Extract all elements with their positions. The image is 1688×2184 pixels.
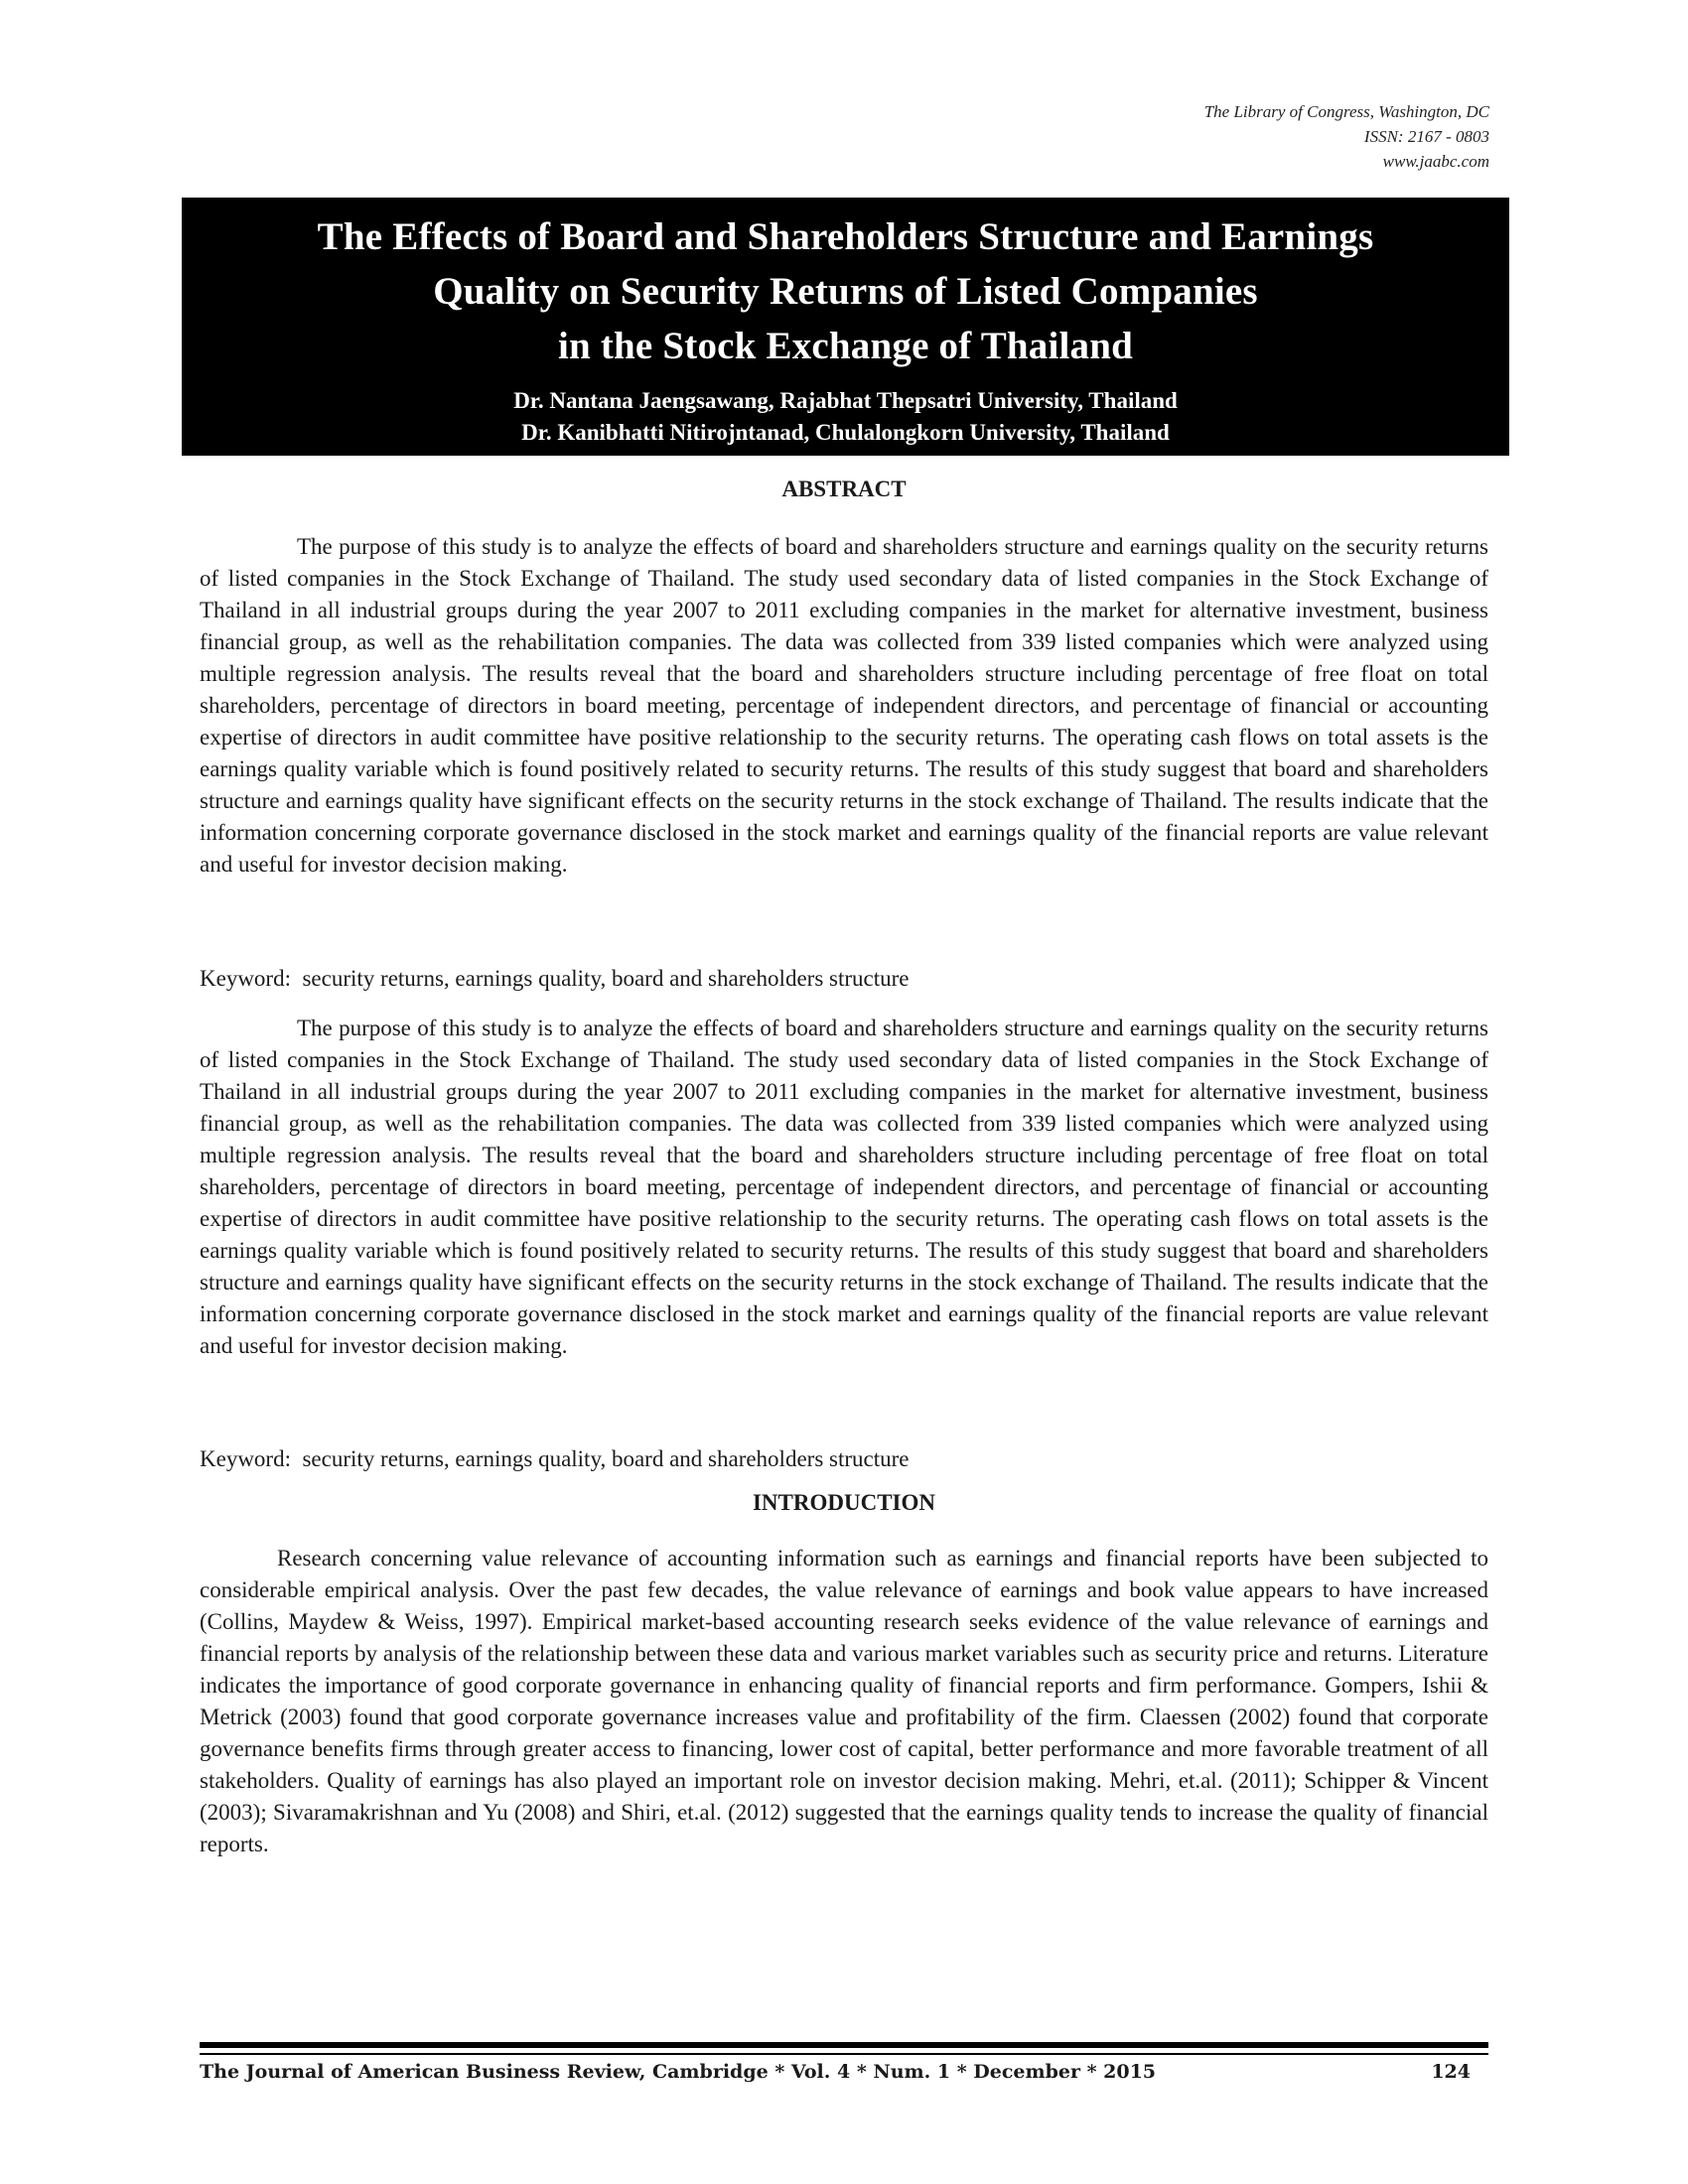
abstract-paragraph-repeat: The purpose of this study is to analyze the effects of board and shareholders structure and earnings quality on the security returns of listed companies in the Stock Exchange of Thailand. The study used secondary data of listed companies in the Stock Exchange of Thailand in all industrial groups during the year 2007 to 2011 excluding companies in the market for alternative investment, business financial group, as well as the rehabilitation companies. The data was collected from 339 listed companies which were analyzed using multiple regression analysis. The results reveal that the board and shareholders structure including percentage of free float on total shareholders, percentage of directors in board meeting, percentage of independent directors, and percentage of financial or accounting expertise of directors in audit committee have positive relationship to the security returns. The operating cash flows on total assets is the earnings quality variable which is found positively related to security returns. The results of this study suggest that board and shareholders structure and earnings quality have significant effects on the security returns in the stock exchange of Thailand. The results indicate that the information concerning corporate governance disclosed in the stock market and earnings quality of the financial reports are value relevant and useful for investor decision making. bbox=[200, 1016, 1488, 1358]
keyword-wrap bbox=[200, 963, 1488, 995]
title-block bbox=[182, 198, 1509, 456]
paper-title bbox=[241, 209, 1450, 373]
introduction-section bbox=[200, 1543, 1488, 1860]
author-line: Dr. Kanibhatti Nitirojntanad, Chulalongkorn University, Thailand bbox=[521, 420, 1170, 445]
author-line: Dr. Nantana Jaengsawang, Rajabhat Thepsatri University, Thailand bbox=[513, 388, 1178, 413]
header-line-issn: ISSN: 2167 - 0803 bbox=[1363, 127, 1489, 146]
title-line: The Effects of Board and Shareholders Structure and Earnings bbox=[317, 215, 1374, 258]
author-list bbox=[182, 385, 1509, 449]
keyword-line-repeat: Keyword: security returns, earnings quality, board and shareholders structure bbox=[200, 1446, 910, 1471]
keyword-line: Keyword: security returns, earnings quality, board and shareholders structure bbox=[200, 966, 910, 991]
abstract-heading: ABSTRACT bbox=[781, 477, 907, 501]
introduction-paragraph: Research concerning value relevance of accounting information such as earnings and financial reports have been subjected to considerable empirical analysis. Over the past few decades, the value relevance of earnings and book value appears to have increased (Collins, Maydew & Weiss, 1997). Empirical market-based accounting research seeks evidence of the value relevance of earnings and financial reports by analysis of the relationship between these data and various market variables such as security price and returns. Literature indicates the importance of good corporate governance in enhancing quality of financial reports and firm performance. Gompers, Ishii & Metrick (2003) found that good corporate governance increases value and profitability of the firm. Claessen (2002) found that corporate governance benefits firms through greater access to financing, lower cost of capital, better performance and more favorable treatment of all stakeholders. Quality of earnings has also played an important role on investor decision making. Mehri, et.al. (2011); Schipper & Vincent (2003); Sivaramakrishnan and Yu (2008) and Shiri, et.al. (2012) suggested that the earnings quality tends to increase the quality of financial reports. bbox=[200, 1546, 1488, 1856]
journal-header-info bbox=[1204, 99, 1489, 174]
page-number: 124 bbox=[1431, 2061, 1471, 2083]
title-line: in the Stock Exchange of Thailand bbox=[557, 325, 1134, 367]
header-line-library: The Library of Congress, Washington, DC bbox=[1203, 102, 1489, 121]
footer-rule bbox=[200, 2053, 1488, 2055]
title-line: Quality on Security Returns of Listed Companies bbox=[433, 270, 1258, 313]
introduction-heading: INTRODUCTION bbox=[752, 1490, 936, 1515]
abstract-heading-wrap bbox=[200, 477, 1488, 502]
footer-journal-citation: The Journal of American Business Review, Cambridge * Vol. 4 * Num. 1 * December * 2015 bbox=[200, 2061, 1157, 2083]
introduction-heading-wrap bbox=[200, 1490, 1488, 1516]
footer-rule bbox=[200, 2042, 1488, 2048]
keyword-repeat-wrap bbox=[200, 1443, 1488, 1475]
abstract-paragraph: The purpose of this study is to analyze the effects of board and shareholders structure and earnings quality on the security returns of listed companies in the Stock Exchange of Thailand. The study used secondary data of listed companies in the Stock Exchange of Thailand in all industrial groups during the year 2007 to 2011 excluding companies in the market for alternative investment, business financial group, as well as the rehabilitation companies. The data was collected from 339 listed companies which were analyzed using multiple regression analysis. The results reveal that the board and shareholders structure including percentage of free float on total shareholders, percentage of directors in board meeting, percentage of independent directors, and percentage of financial or accounting expertise of directors in audit committee have positive relationship to the security returns. The operating cash flows on total assets is the earnings quality variable which is found positively related to security returns. The results of this study suggest that board and shareholders structure and earnings quality have significant effects on the security returns in the stock exchange of Thailand. The results indicate that the information concerning corporate governance disclosed in the stock market and earnings quality of the financial reports are value relevant and useful for investor decision making. bbox=[200, 534, 1488, 877]
header-line-website: www.jaabc.com bbox=[1382, 152, 1489, 171]
abstract-section bbox=[200, 531, 1488, 881]
abstract-repeat-section bbox=[200, 1013, 1488, 1362]
